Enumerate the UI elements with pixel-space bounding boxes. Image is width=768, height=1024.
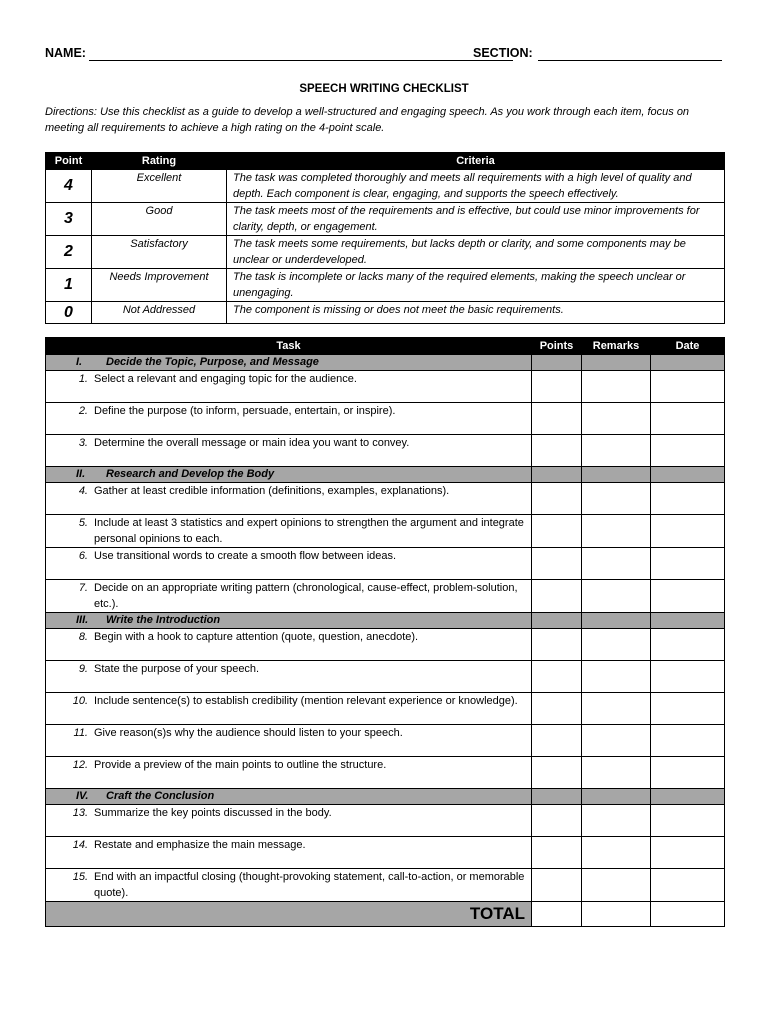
task-row [46, 629, 725, 661]
points-cell[interactable] [532, 371, 582, 403]
remarks-cell[interactable] [582, 837, 651, 869]
rating-criteria: The task was completed thoroughly and meets all requirements with a high level of quality and depth. Each component is clear, engaging, and supports the speech effectively. [227, 170, 725, 203]
rating-level: Good [92, 203, 227, 236]
section-numeral: II. [76, 468, 86, 480]
rating-criteria: The task meets some requirements, but lacks depth or clarity, and some components may be unclear or underdeveloped. [227, 236, 725, 269]
section-points-cell [532, 613, 582, 629]
rating-level: Not Addressed [92, 302, 227, 324]
section-date-cell [651, 613, 725, 629]
date-cell[interactable] [651, 548, 725, 580]
task-text: Summarize the key points discussed in the body. [94, 807, 332, 819]
remarks-cell[interactable] [582, 757, 651, 789]
remarks-cell[interactable] [582, 805, 651, 837]
task-number: 8. [78, 631, 88, 643]
task-number: 15. [72, 871, 88, 883]
section-remarks-cell [582, 467, 651, 483]
header-rating: Rating [92, 153, 227, 170]
task-number: 2. [78, 405, 88, 417]
task-text: Decide on an appropriate writing pattern (chronological, cause-effect, problem-solution, etc.). [94, 582, 518, 610]
name-label: NAME: [45, 46, 86, 60]
section-numeral: III. [76, 614, 89, 626]
task-cell [46, 629, 532, 661]
task-number: 7. [78, 582, 88, 594]
task-text: Begin with a hook to capture attention (quote, question, anecdote). [94, 631, 419, 643]
total-label: TOTAL [46, 902, 532, 927]
task-cell [46, 515, 532, 548]
rating-row [46, 302, 725, 324]
section-title: Decide the Topic, Purpose, and Message [106, 356, 319, 368]
remarks-cell[interactable] [582, 403, 651, 435]
date-cell[interactable] [651, 805, 725, 837]
task-header-row [46, 338, 725, 355]
points-cell[interactable] [532, 837, 582, 869]
task-number: 5. [78, 517, 88, 529]
task-text: Give reason(s)s why the audience should listen to your speech. [94, 727, 403, 739]
rating-point: 0 [46, 302, 92, 324]
task-number: 13. [72, 807, 88, 819]
points-cell[interactable] [532, 483, 582, 515]
rating-level: Satisfactory [92, 236, 227, 269]
date-cell[interactable] [651, 371, 725, 403]
rating-row [46, 269, 725, 302]
task-cell [46, 869, 532, 902]
task-row [46, 515, 725, 548]
task-cell [46, 661, 532, 693]
points-cell[interactable] [532, 869, 582, 902]
directions-text: Directions: Use this checklist as a guide to develop a well-structured and engaging speech. As you work through each item, focus on meeting all requirements to achieve a high rating on the 4-point scale. [45, 106, 690, 134]
task-number: 14. [72, 839, 88, 851]
date-cell[interactable] [651, 725, 725, 757]
remarks-cell[interactable] [582, 693, 651, 725]
task-text: Use transitional words to create a smooth flow between ideas. [94, 550, 397, 562]
task-row [46, 693, 725, 725]
rating-criteria: The task is incomplete or lacks many of the required elements, making the speech unclear or unengaging. [227, 269, 725, 302]
header-date: Date [651, 338, 725, 355]
task-cell [46, 837, 532, 869]
rating-criteria: The task meets most of the requirements and is effective, but could use minor improvements for clarity, depth, or engagement. [227, 203, 725, 236]
remarks-cell[interactable] [582, 661, 651, 693]
task-text: End with an impactful closing (thought-provoking statement, call-to-action, or memorable quote). [94, 871, 525, 899]
date-cell[interactable] [651, 515, 725, 548]
section-numeral: IV. [76, 790, 89, 802]
task-text: Provide a preview of the main points to outline the structure. [94, 759, 387, 771]
task-text: Determine the overall message or main idea you want to convey. [94, 437, 410, 449]
points-cell[interactable] [532, 693, 582, 725]
task-text: Include sentence(s) to establish credibility (mention relevant experience or knowledge). [94, 695, 518, 707]
task-text: Select a relevant and engaging topic for the audience. [94, 373, 357, 385]
points-cell[interactable] [532, 403, 582, 435]
section-title-cell [46, 467, 532, 483]
points-cell[interactable] [532, 515, 582, 548]
section-remarks-cell [582, 613, 651, 629]
points-cell[interactable] [532, 757, 582, 789]
task-row [46, 580, 725, 613]
task-cell [46, 580, 532, 613]
remarks-cell[interactable] [582, 515, 651, 548]
task-number: 9. [78, 663, 88, 675]
total-remarks-cell[interactable] [582, 902, 651, 927]
date-cell[interactable] [651, 869, 725, 902]
section-title: Craft the Conclusion [106, 790, 215, 802]
section-title-cell [46, 789, 532, 805]
task-number: 4. [78, 485, 88, 497]
date-cell[interactable] [651, 580, 725, 613]
total-points-cell[interactable] [532, 902, 582, 927]
rating-point: 2 [46, 236, 92, 269]
section-remarks-cell [582, 355, 651, 371]
rating-point: 1 [46, 269, 92, 302]
rating-header-row [46, 153, 725, 170]
name-blank[interactable] [89, 60, 513, 61]
date-cell[interactable] [651, 757, 725, 789]
section-title: Research and Develop the Body [106, 468, 275, 480]
points-cell[interactable] [532, 805, 582, 837]
rating-point: 4 [46, 170, 92, 203]
header-point: Point [46, 153, 92, 170]
task-row [46, 661, 725, 693]
section-points-cell [532, 355, 582, 371]
task-row [46, 548, 725, 580]
date-cell[interactable] [651, 693, 725, 725]
task-row [46, 757, 725, 789]
rating-point: 3 [46, 203, 92, 236]
date-cell[interactable] [651, 483, 725, 515]
section-blank[interactable] [538, 60, 722, 61]
section-row [46, 613, 725, 629]
section-row [46, 789, 725, 805]
task-number: 6. [78, 550, 88, 562]
section-date-cell [651, 467, 725, 483]
task-number: 1. [78, 373, 88, 385]
task-cell [46, 371, 532, 403]
points-cell[interactable] [532, 725, 582, 757]
task-text: Include at least 3 statistics and expert opinions to strengthen the argument and integrate personal opinions to each. [94, 517, 524, 545]
remarks-cell[interactable] [582, 371, 651, 403]
task-row [46, 483, 725, 515]
rating-level: Needs Improvement [92, 269, 227, 302]
date-cell[interactable] [651, 435, 725, 467]
task-number: 11. [73, 727, 88, 739]
points-cell[interactable] [532, 629, 582, 661]
points-cell[interactable] [532, 661, 582, 693]
header-remarks: Remarks [582, 338, 651, 355]
task-checklist-table [45, 337, 725, 927]
section-title-cell [46, 355, 532, 371]
rating-level: Excellent [92, 170, 227, 203]
section-remarks-cell [582, 789, 651, 805]
task-row [46, 869, 725, 902]
rating-scale-table [45, 152, 725, 324]
section-label: SECTION: [473, 46, 533, 60]
task-cell [46, 403, 532, 435]
section-row [46, 355, 725, 371]
points-cell[interactable] [532, 548, 582, 580]
rating-criteria: The component is missing or does not meet the basic requirements. [227, 302, 725, 324]
task-cell [46, 483, 532, 515]
header-task: Task [46, 338, 532, 355]
section-date-cell [651, 789, 725, 805]
remarks-cell[interactable] [582, 435, 651, 467]
date-cell[interactable] [651, 661, 725, 693]
total-row [46, 902, 725, 927]
task-text: Restate and emphasize the main message. [94, 839, 306, 851]
section-date-cell [651, 355, 725, 371]
task-text: Gather at least credible information (definitions, examples, explanations). [94, 485, 450, 497]
section-title: Write the Introduction [106, 614, 221, 626]
remarks-cell[interactable] [582, 725, 651, 757]
header-criteria: Criteria [227, 153, 725, 170]
task-cell [46, 693, 532, 725]
task-row [46, 725, 725, 757]
task-row [46, 371, 725, 403]
task-text: Define the purpose (to inform, persuade, entertain, or inspire). [94, 405, 396, 417]
task-cell [46, 725, 532, 757]
task-number: 12. [72, 759, 88, 771]
task-cell [46, 548, 532, 580]
page-title: SPEECH WRITING CHECKLIST [299, 83, 469, 95]
student-info-line [45, 46, 723, 62]
points-cell[interactable] [532, 580, 582, 613]
task-text: State the purpose of your speech. [94, 663, 260, 675]
rating-row [46, 170, 725, 203]
total-date-cell[interactable] [651, 902, 725, 927]
rating-row [46, 236, 725, 269]
section-points-cell [532, 789, 582, 805]
date-cell[interactable] [651, 629, 725, 661]
task-cell [46, 805, 532, 837]
section-points-cell [532, 467, 582, 483]
date-cell[interactable] [651, 837, 725, 869]
remarks-cell[interactable] [582, 869, 651, 902]
remarks-cell[interactable] [582, 629, 651, 661]
task-number: 10. [72, 695, 88, 707]
task-row [46, 805, 725, 837]
rating-row [46, 203, 725, 236]
task-row [46, 435, 725, 467]
task-row [46, 403, 725, 435]
task-row [46, 837, 725, 869]
section-numeral: I. [76, 356, 83, 368]
section-row [46, 467, 725, 483]
date-cell[interactable] [651, 403, 725, 435]
header-points: Points [532, 338, 582, 355]
points-cell[interactable] [532, 435, 582, 467]
remarks-cell[interactable] [582, 483, 651, 515]
remarks-cell[interactable] [582, 580, 651, 613]
task-cell [46, 435, 532, 467]
task-cell [46, 757, 532, 789]
section-title-cell [46, 613, 532, 629]
remarks-cell[interactable] [582, 548, 651, 580]
task-number: 3. [78, 437, 88, 449]
